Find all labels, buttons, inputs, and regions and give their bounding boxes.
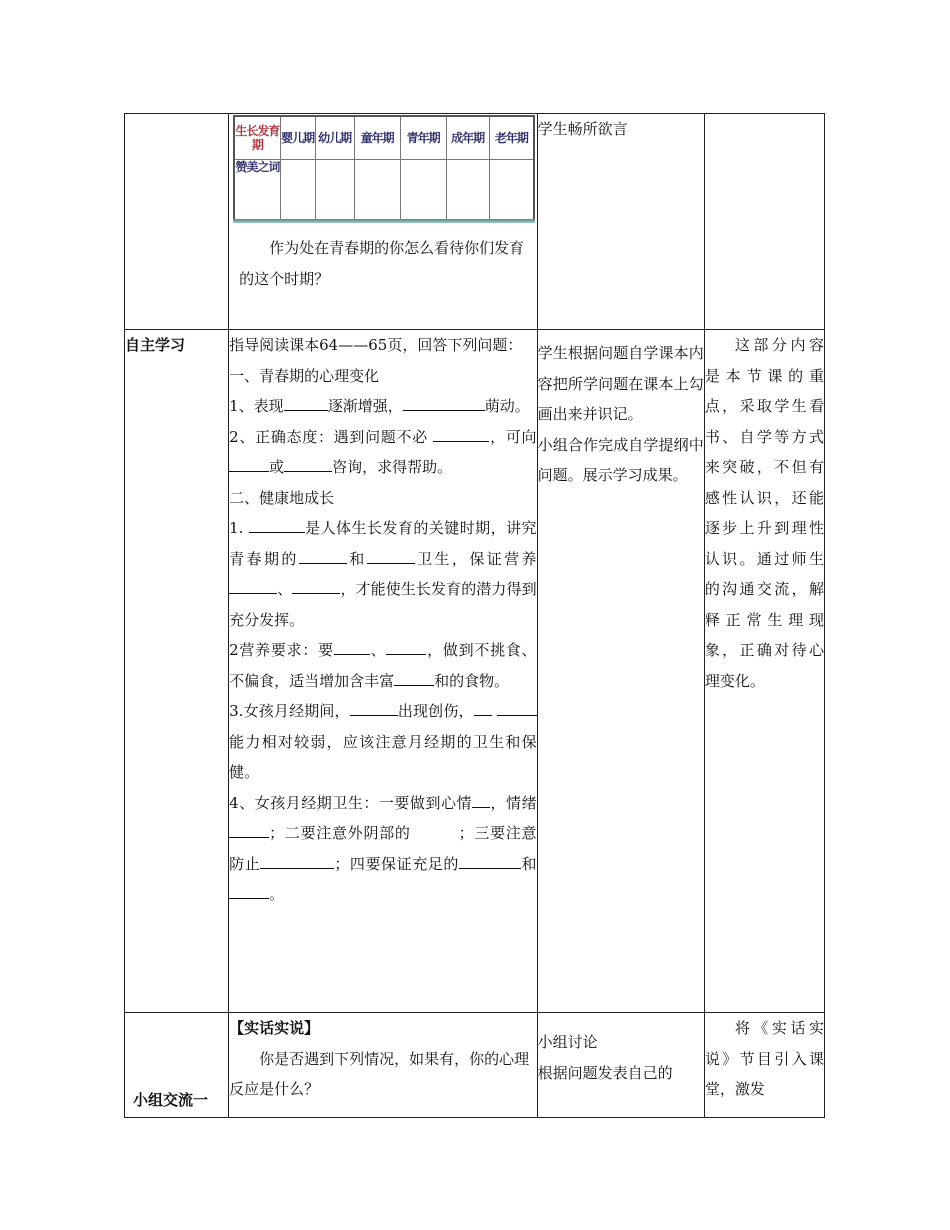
fill-blank: [433, 423, 489, 442]
growth-stage-image-table: [233, 115, 535, 223]
table-row: [125, 114, 825, 330]
question-text: 作为处在青春期的你怎么看待你们发育的这个时期？: [239, 239, 525, 288]
growth-table-header: 童年期: [354, 116, 400, 160]
fill-blank: [386, 636, 426, 655]
teacher-activity-cell: [229, 330, 537, 1013]
design-intent-text: 这部分内容是本节课的重点，采取学生看书、自学等方式来突破，不但有感性认识，还能逐步上升到理性认识。通过师生的沟通交流，解释正常生理现象，正确对待心理变化。: [704, 336, 824, 690]
teacher-activity-cell: [229, 114, 537, 330]
question-item: 2营养要求：要 、 ，做到不挑食、不偏食，适当增加含丰富 和的食物。: [229, 635, 536, 696]
fill-blank: [229, 819, 269, 838]
growth-table-header: 幼儿期: [315, 116, 354, 160]
student-activity-text: 小组合作完成自学提纲中问题。展示学习成果。: [537, 435, 704, 484]
question-item: 1、表现 逐渐增强， 萌动。: [229, 391, 536, 422]
fill-blank: [229, 880, 269, 899]
fill-blank: [472, 789, 490, 808]
growth-table-header: 生长发育期: [234, 116, 280, 160]
student-activity-text: 根据问题发表自己的: [537, 1063, 673, 1082]
fill-blank: [229, 453, 269, 472]
design-intent-cell-empty: [704, 114, 824, 330]
growth-table-header: 老年期: [489, 116, 534, 160]
question-item: 4、女孩月经期卫生：一要做到心情 ，情绪；二要注意外阴部的 ；三要注意防止 ；四要保证充足的 和。: [229, 788, 536, 910]
fill-blank: [292, 575, 340, 594]
activity-heading: 【实话实说】: [229, 1019, 320, 1037]
table-row: [125, 1013, 825, 1118]
section-heading: 一、青春期的心理变化: [229, 366, 380, 385]
stage-cell-empty: [125, 114, 229, 330]
section-heading: 二、健康地成长: [229, 488, 335, 507]
fill-blank: [459, 850, 521, 869]
fill-blank: [249, 514, 305, 533]
fill-blank: [350, 697, 398, 716]
stage-label-self-study: 自主学习: [125, 330, 229, 1013]
fill-blank: [394, 667, 434, 686]
fill-blank: [403, 392, 485, 411]
growth-table-header: 婴儿期: [280, 116, 315, 160]
design-intent-text: 将《实话实说》节目引入课堂，激发: [704, 1019, 824, 1098]
student-activity-text: 学生根据问题自学课本内容把所学问题在课本上勾画出来并识记。: [537, 344, 704, 423]
teacher-activity-cell: [229, 1013, 537, 1118]
question-item: 1. 是人体生长发育的关键时期，讲究青春期的 和 卫生，保证营养、 ，才能使生长发育的潜力得到充分发挥。: [229, 513, 536, 635]
fill-blank: [497, 697, 537, 716]
fill-blank: [284, 453, 332, 472]
student-activity-text: 小组讨论: [537, 1033, 598, 1051]
student-activity-cell: [537, 330, 704, 1013]
fill-blank: [474, 697, 492, 716]
growth-table-header: 成年期: [446, 116, 489, 160]
question-text: 你是否遇到下列情况，如果有，你的心理反应是什么？: [229, 1049, 530, 1098]
design-intent-cell: [704, 1013, 824, 1118]
stage-label-group-discussion: 小组交流一: [125, 1013, 229, 1118]
table-row: [125, 330, 825, 1013]
fill-blank: [367, 545, 415, 564]
fill-blank: [260, 850, 334, 869]
growth-table-header: 青年期: [400, 116, 446, 160]
lesson-plan-table: [124, 113, 825, 1118]
student-activity-cell: [537, 1013, 704, 1118]
growth-table-row-label: 赞美之词: [234, 160, 280, 222]
fill-blank: [284, 392, 328, 411]
design-intent-cell: [704, 330, 824, 1013]
student-activity-cell: [537, 114, 704, 330]
fill-blank: [299, 545, 347, 564]
reading-instruction: 指导阅读课本64——65页，回答下列问题：: [229, 336, 523, 354]
question-item: 2、正确态度：遇到问题不必 ，可向或 咨询，求得帮助。: [229, 422, 536, 483]
student-activity-text: 学生畅所欲言: [537, 120, 628, 138]
fill-blank: [334, 636, 370, 655]
question-item: 3.女孩月经期间， 出现创伤， 能力相对较弱，应该注意月经期的卫生和保健。: [229, 696, 536, 788]
fill-blank: [229, 575, 277, 594]
